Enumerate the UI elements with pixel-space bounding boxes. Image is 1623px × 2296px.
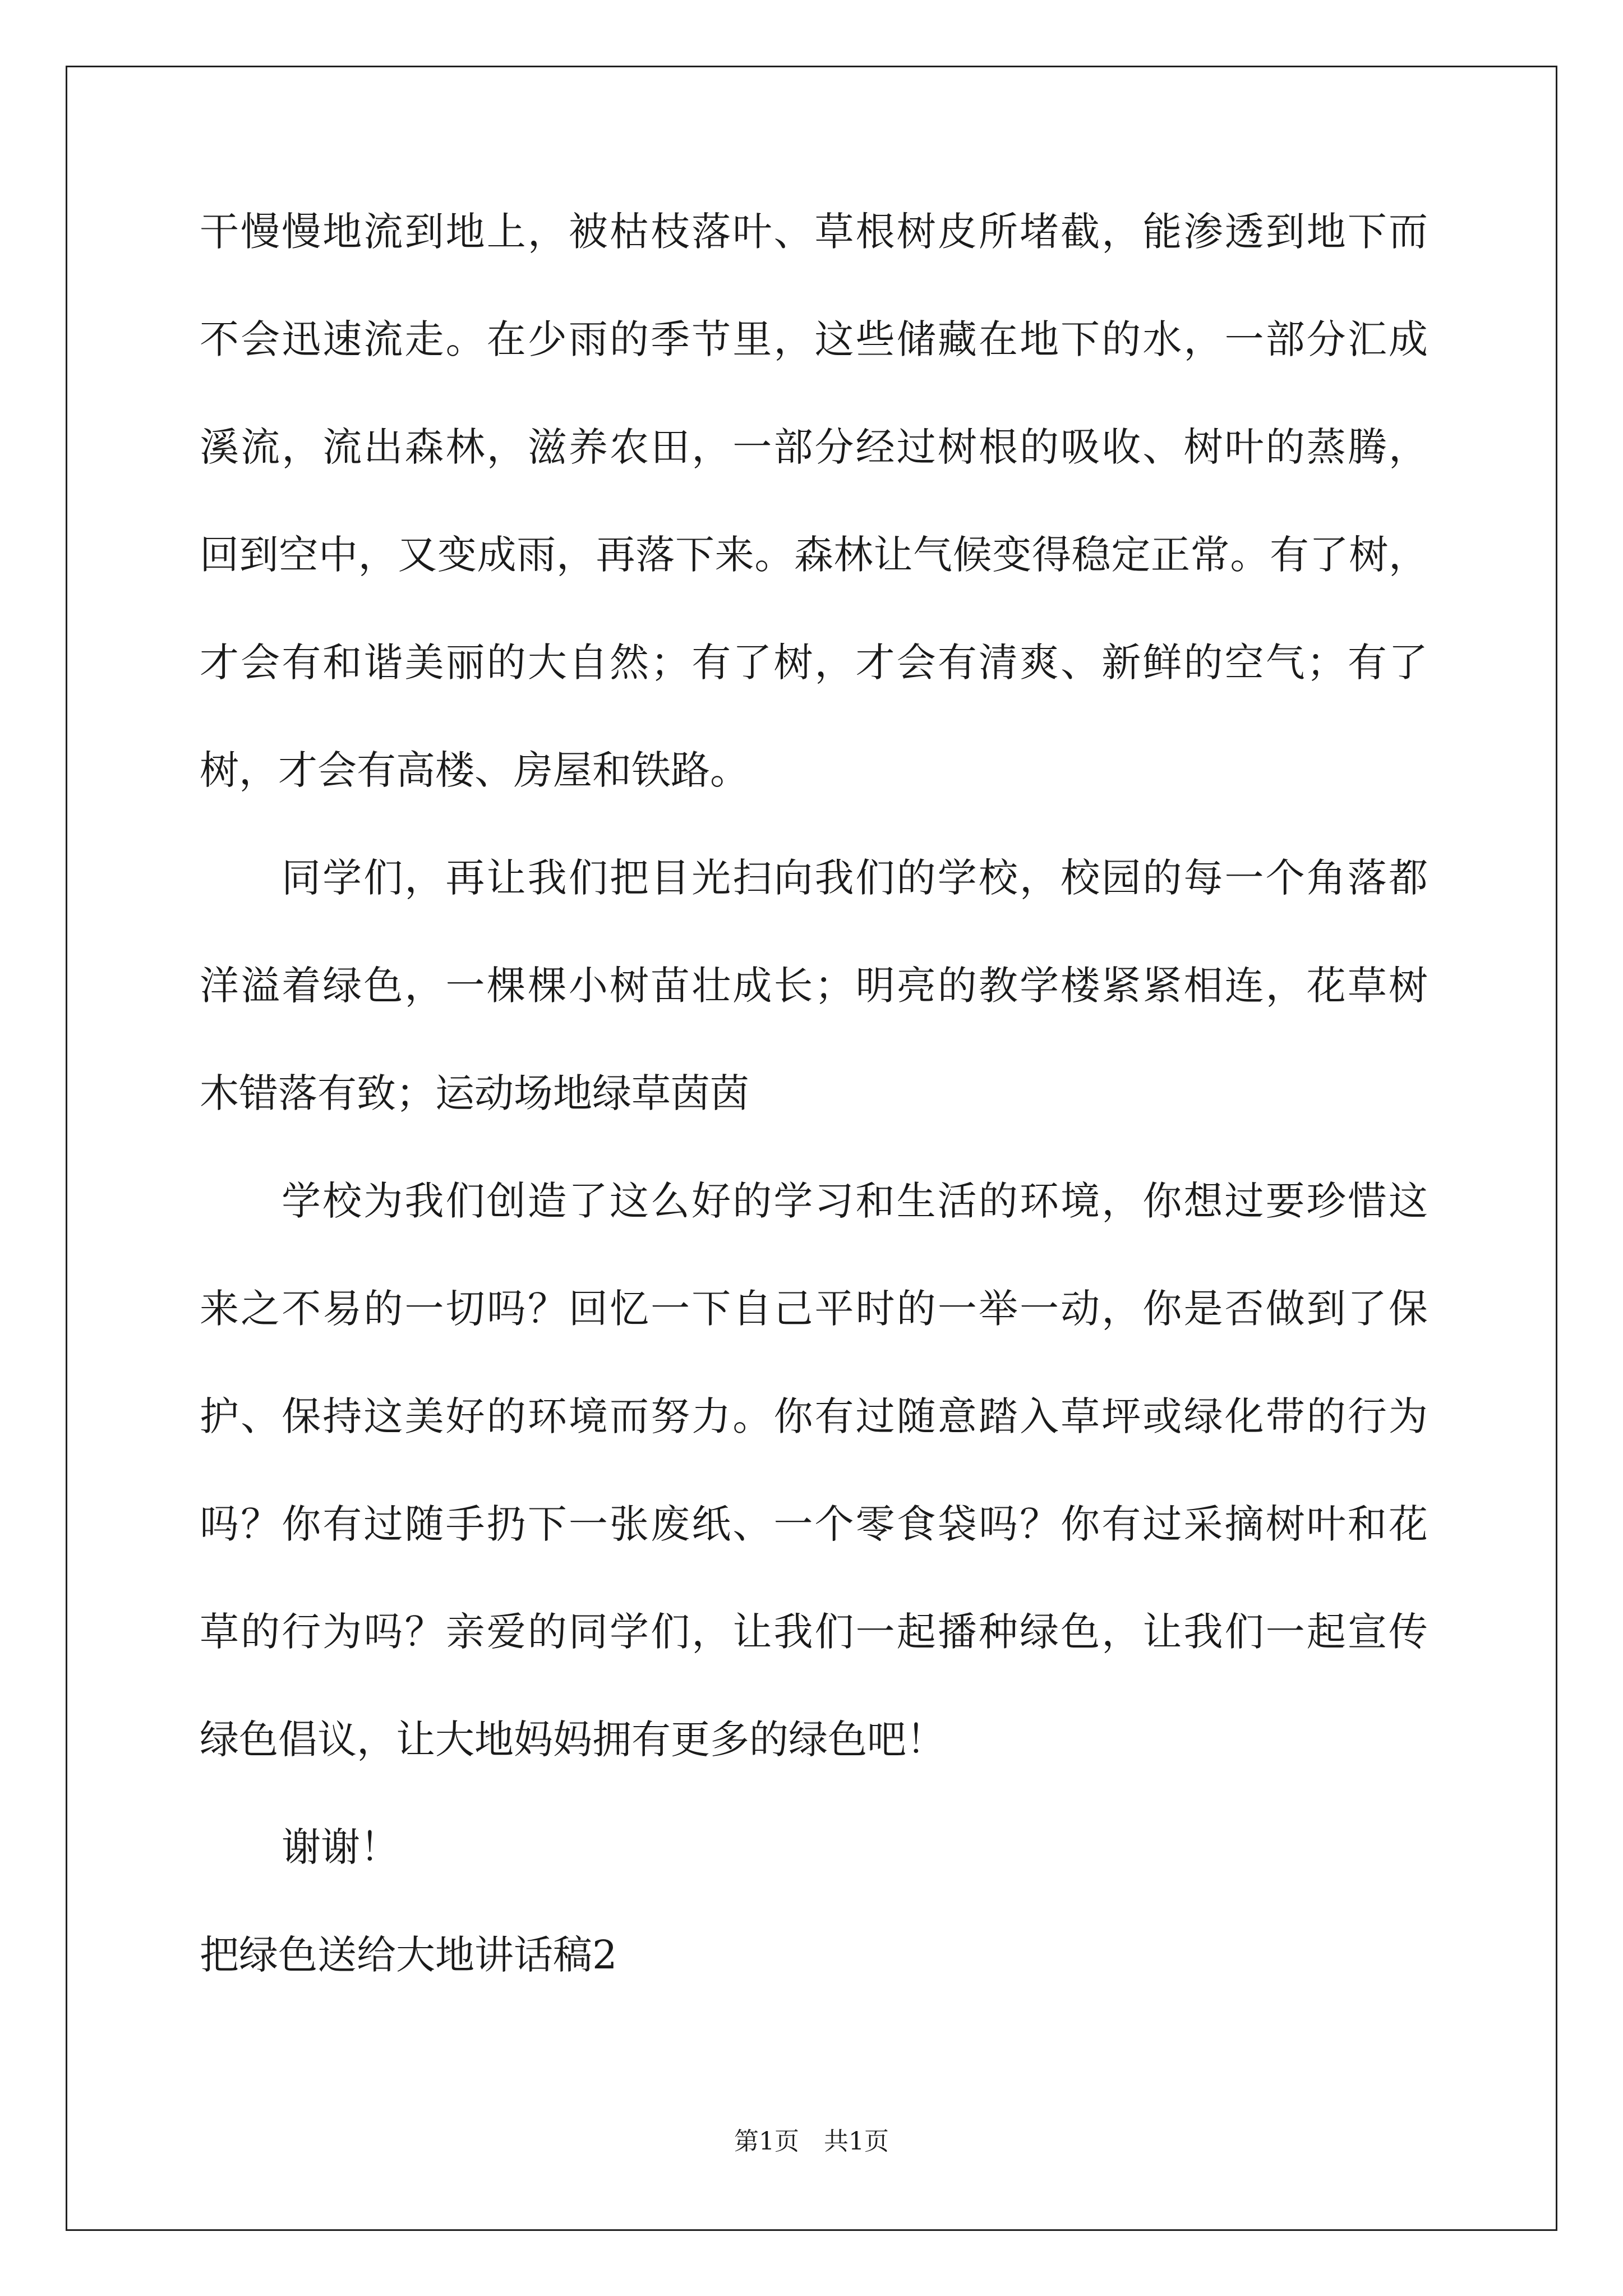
page-footer: 第1页 共1页 bbox=[734, 2127, 889, 2156]
text-line: 才会有和谐美丽的大自然；有了树，才会有清爽、新鲜的空气；有了 bbox=[200, 639, 1428, 685]
document-body bbox=[200, 209, 1428, 2043]
text-line: 回到空中，又变成雨，再落下来。森林让气候变得稳定正常。有了树， bbox=[200, 532, 1428, 578]
text-line: 同学们，再让我们把目光扫向我们的学校，校园的每一个角落都 bbox=[282, 855, 1428, 901]
closing-thanks: 谢谢！ bbox=[282, 1824, 399, 1870]
text-line: 洋溢着绿色，一棵棵小树苗壮成长；明亮的教学楼紧紧相连，花草树 bbox=[200, 963, 1428, 1009]
text-line: 护、保持这美好的环境而努力。你有过随意踏入草坪或绿化带的行为 bbox=[200, 1393, 1428, 1439]
text-line: 干慢慢地流到地上，被枯枝落叶、草根树皮所堵截，能渗透到地下而 bbox=[200, 209, 1428, 255]
text-line: 草的行为吗？亲爱的同学们，让我们一起播种绿色，让我们一起宣传 bbox=[200, 1609, 1428, 1655]
text-line: 不会迅速流走。在少雨的季节里，这些储藏在地下的水，一部分汇成 bbox=[200, 316, 1428, 362]
text-line: 学校为我们创造了这么好的学习和生活的环境，你想过要珍惜这 bbox=[282, 1178, 1428, 1224]
text-line: 绿色倡议，让大地妈妈拥有更多的绿色吧！ bbox=[200, 1717, 946, 1763]
section-heading: 把绿色送给大地讲话稿2 bbox=[200, 1932, 617, 1978]
text-line: 溪流，流出森林，滋养农田，一部分经过树根的吸收、树叶的蒸腾， bbox=[200, 424, 1428, 470]
text-line: 来之不易的一切吗？回忆一下自己平时的一举一动，你是否做到了保 bbox=[200, 1286, 1428, 1332]
text-line: 吗？你有过随手扔下一张废纸、一个零食袋吗？你有过采摘树叶和花 bbox=[200, 1501, 1428, 1547]
text-line: 树，才会有高楼、房屋和铁路。 bbox=[200, 747, 749, 793]
text-line: 木错落有致；运动场地绿草茵茵 bbox=[200, 1070, 749, 1116]
